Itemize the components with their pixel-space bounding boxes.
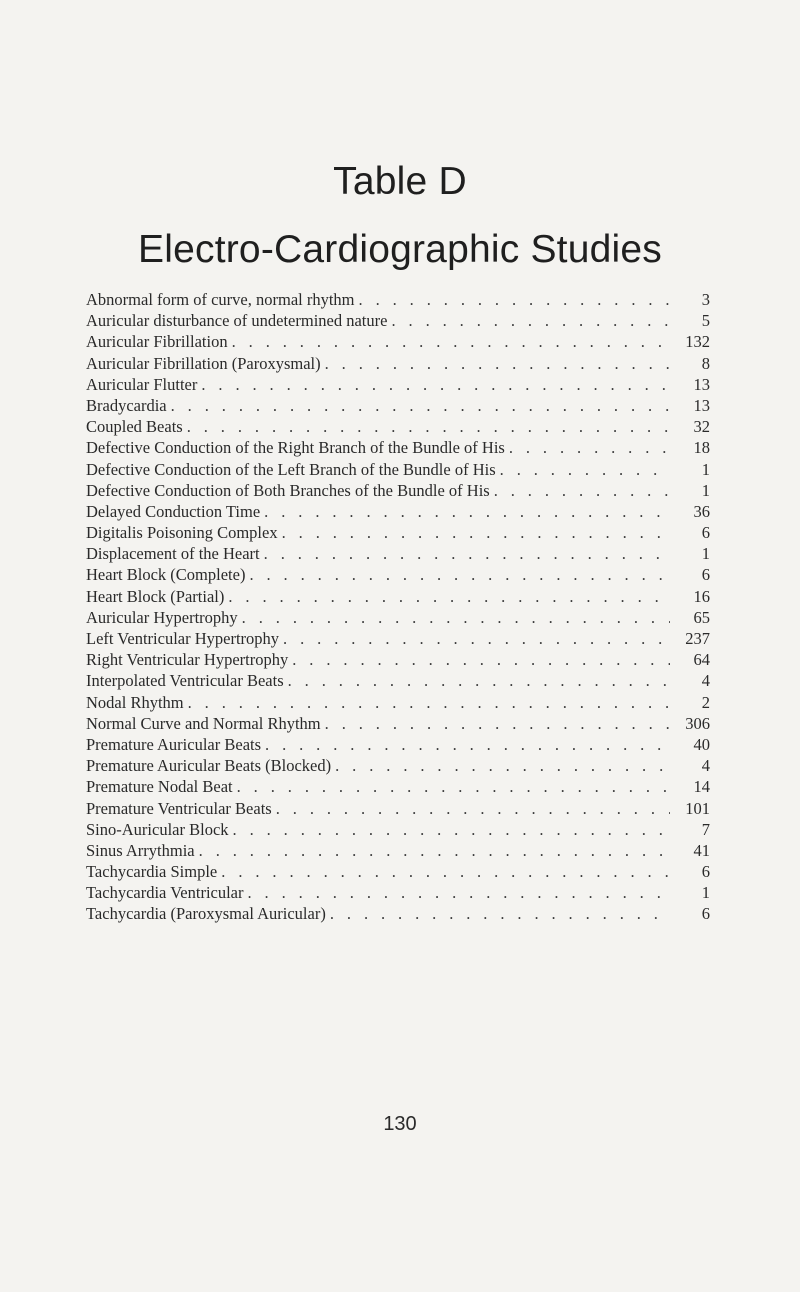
dot-leader [330, 903, 670, 924]
entry-label: Premature Auricular Beats (Blocked) [86, 756, 332, 776]
list-item [86, 903, 710, 924]
entry-count: 1 [701, 544, 710, 564]
page-number: 130 [383, 1113, 417, 1135]
entry-count: 13 [693, 395, 710, 415]
entry-count: 1 [701, 459, 710, 479]
entry-label: Auricular Flutter [86, 374, 198, 394]
list-item [86, 501, 710, 522]
list-item [86, 289, 710, 310]
entry-count: 306 [685, 713, 710, 733]
entry-count: 65 [693, 607, 710, 627]
entry-count: 8 [701, 353, 710, 373]
entry-label: Auricular disturbance of undetermined nature [86, 311, 388, 331]
list-item [86, 331, 710, 352]
entry-count: 6 [701, 565, 710, 585]
dot-leader [188, 692, 670, 713]
dot-leader [276, 798, 670, 819]
entry-label: Heart Block (Partial) [86, 586, 225, 606]
dot-leader [509, 437, 670, 458]
entry-count: 237 [685, 629, 710, 648]
dot-leader [248, 882, 671, 903]
entry-count: 4 [701, 756, 710, 776]
dot-leader [232, 331, 670, 352]
list-item [86, 649, 710, 670]
list-item [86, 374, 710, 395]
entry-label: Auricular Hypertrophy [86, 607, 238, 627]
dot-leader [391, 310, 670, 331]
list-item [86, 882, 710, 903]
list-item [86, 607, 710, 628]
entry-count: 13 [693, 374, 710, 394]
list-item [86, 564, 710, 585]
dot-leader [228, 586, 670, 607]
list-item [86, 776, 710, 797]
entry-label: Tachycardia (Paroxysmal Auricular) [86, 904, 326, 924]
list-item [86, 586, 710, 607]
list-item [86, 628, 710, 649]
table-title: Table D [333, 160, 467, 203]
entry-label: Delayed Conduction Time [86, 501, 261, 521]
entry-label: Right Ventricular Hypertrophy [86, 650, 289, 670]
entry-label: Defective Conduction of the Right Branch of the Bundle of His [86, 438, 505, 458]
list-item [86, 310, 710, 331]
entry-label: Left Ventricular Hypertrophy [86, 629, 280, 648]
dot-leader [187, 416, 670, 437]
dot-leader [292, 649, 670, 670]
entry-label: Abnormal form of curve, normal rhythm [86, 290, 355, 309]
entry-count: 6 [701, 904, 710, 924]
entry-count: 1 [701, 480, 710, 500]
entry-count: 4 [701, 671, 710, 691]
list-item [86, 480, 710, 501]
dot-leader [233, 819, 670, 840]
dot-leader [325, 353, 670, 374]
list-item [86, 459, 710, 480]
dot-leader [201, 374, 670, 395]
entry-count: 101 [685, 798, 710, 818]
entry-count: 1 [701, 883, 710, 903]
entry-count: 41 [693, 840, 710, 860]
list-item [86, 819, 710, 840]
entry-label: Premature Nodal Beat [86, 777, 233, 797]
dot-leader [282, 522, 670, 543]
table-subtitle: Electro-Cardiographic Studies [138, 228, 662, 271]
list-item [86, 692, 710, 713]
entry-count: 14 [693, 777, 710, 797]
dot-leader [199, 840, 670, 861]
entry-label: Tachycardia Simple [86, 862, 218, 882]
dot-leader [359, 289, 670, 310]
dot-leader [335, 755, 670, 776]
entry-label: Coupled Beats [86, 417, 183, 437]
entry-count: 16 [693, 586, 710, 606]
entry-label: Auricular Fibrillation [86, 332, 228, 352]
entry-label: Sino-Auricular Block [86, 819, 229, 839]
entry-label: Premature Ventricular Beats [86, 798, 272, 818]
entry-count: 2 [701, 692, 710, 712]
dot-leader [283, 628, 670, 649]
list-item [86, 437, 710, 458]
entry-count: 40 [693, 734, 710, 754]
entry-count: 7 [701, 819, 710, 839]
entry-label: Heart Block (Complete) [86, 565, 246, 585]
dot-leader [265, 734, 670, 755]
entry-label: Bradycardia [86, 395, 167, 415]
list-item [86, 670, 710, 691]
list-item [86, 798, 710, 819]
entry-label: Defective Conduction of Both Branches of the Bundle of His [86, 480, 490, 500]
list-item [86, 840, 710, 861]
entry-count: 6 [701, 862, 710, 882]
entry-label: Defective Conduction of the Left Branch of the Bundle of His [86, 459, 496, 479]
list-item [86, 416, 710, 437]
entry-count: 36 [693, 501, 710, 521]
entry-label: Tachycardia Ventricular [86, 883, 244, 903]
dot-leader [249, 564, 670, 585]
entries-list [86, 289, 710, 925]
entry-count: 5 [701, 311, 710, 331]
entry-label: Digitalis Poisoning Complex [86, 523, 278, 543]
dot-leader [221, 861, 670, 882]
list-item [86, 755, 710, 776]
entry-count: 6 [701, 523, 710, 543]
list-item [86, 353, 710, 374]
dot-leader [264, 543, 670, 564]
dot-leader [494, 480, 670, 501]
dot-leader [242, 607, 670, 628]
entry-label: Premature Auricular Beats [86, 734, 262, 754]
dot-leader [171, 395, 670, 416]
dot-leader [325, 713, 670, 734]
entry-label: Normal Curve and Normal Rhythm [86, 713, 321, 733]
entry-count: 32 [693, 417, 710, 437]
list-item [86, 861, 710, 882]
entry-count: 18 [693, 438, 710, 458]
entry-count: 3 [701, 290, 710, 309]
entry-count: 64 [693, 650, 710, 670]
list-item [86, 713, 710, 734]
entry-label: Displacement of the Heart [86, 544, 260, 564]
dot-leader [237, 776, 670, 797]
entry-count: 132 [685, 332, 710, 352]
dot-leader [500, 459, 670, 480]
list-item [86, 734, 710, 755]
list-item [86, 395, 710, 416]
dot-leader [288, 670, 670, 691]
entry-label: Interpolated Ventricular Beats [86, 671, 284, 691]
dot-leader [264, 501, 670, 522]
entry-label: Auricular Fibrillation (Paroxysmal) [86, 353, 321, 373]
entry-label: Nodal Rhythm [86, 692, 184, 712]
list-item [86, 522, 710, 543]
list-item [86, 543, 710, 564]
entry-label: Sinus Arrythmia [86, 840, 195, 860]
